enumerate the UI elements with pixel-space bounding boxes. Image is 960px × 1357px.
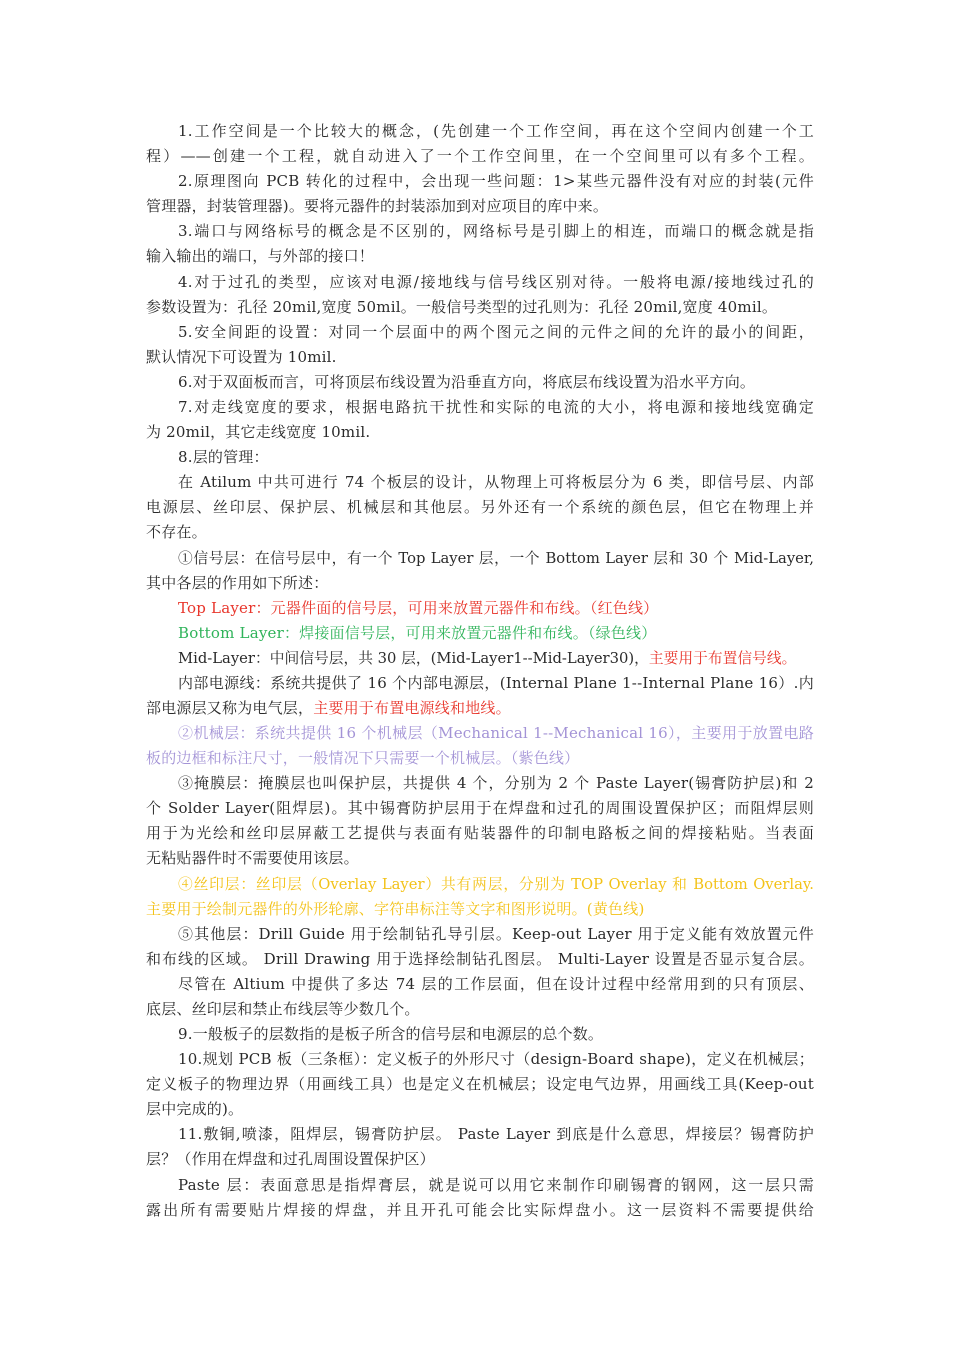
text-line-mixed [146,696,814,721]
text-line: Paste 层：表面意思是指焊膏层，就是说可以用它来制作印刷锡膏的钢网，这一层只需 [178,1176,814,1194]
text-line: ⑤其他层：Drill Guide 用于绘制钻孔导引层。Keep-out Layer 用于定义能有效放置元件 [178,925,814,943]
text-line-red: Top Layer：元器件面的信号层，可用来放置元器件和布线。（红色线） [178,599,659,617]
text-line-yellow: ④丝印层：丝印层（Overlay Layer）共有两层，分别为 TOP Overlay 和 Bottom Overlay. [178,876,814,893]
text-segment-red: 主要用于布置信号线。 [648,650,797,667]
text-segment: Mid-Layer：中间信号层，共 30 层，(Mid-Layer1--Mid-Layer30)， [178,650,649,667]
text-line: 在 Atilum 中共可进行 74 个板层的设计，从物理上可将板层分为 6 类，即信号层、内部 [178,473,814,491]
text-line: 定义板子的物理边界（用画线工具）也是定义在机械层；设定电气边界，用画线工具(Keep-out [146,1075,814,1093]
text-line: 输入输出的端口，与外部的接口！ [146,247,375,265]
text-line-mixed [178,646,814,671]
text-line: 4.对于过孔的类型，应该对电源/接地线与信号线区别对待。一般将电源/接地线过孔的 [178,273,814,291]
text-line: 11.敷铜,喷漆，阻焊层，锡膏防护层。 Paste Layer 到底是什么意思，焊接层？锡膏防护 [178,1125,814,1143]
text-line-yellow: 主要用于绘制元器件的外形轮廓、字符串标注等文字和图形说明。(黄色线) [146,900,645,918]
text-line-purple: ②机械层：系统共提供 16 个机械层（Mechanical 1--Mechanical 16），主要用于放置电路 [178,724,814,742]
text-line: 管理器，封装管理器)。要将元器件的封装添加到对应项目的库中来。 [146,197,609,215]
text-line: 电源层、丝印层、保护层、机械层和其他层。另外还有一个系统的颜色层，但它在物理上并 [146,498,814,516]
text-line: 9.一般板子的层数指的是板子所含的信号层和电源层的总个数。 [178,1025,604,1043]
text-line: 7.对走线宽度的要求，根据电路抗干扰性和实际的电流的大小，将电源和接地线宽确定 [178,398,814,416]
text-line: 为 20mil，其它走线宽度 10mil. [146,423,371,441]
text-line: 其中各层的作用如下所述： [146,574,329,592]
text-line: 层中完成的)。 [146,1100,244,1118]
text-line: ③掩膜层：掩膜层也叫保护层，共提供 4 个，分别为 2 个 Paste Layer(锡膏防护层)和 2 [178,774,814,792]
text-line: 8.层的管理： [178,448,269,466]
text-line: ①信号层：在信号层中，有一个 Top Layer 层，一个 Bottom Layer 层和 30 个 Mid-Layer, [178,550,814,567]
text-segment: 部电源层又称为电气层， [146,699,314,717]
text-line: 尽管在 Altium 中提供了多达 74 层的工作层面，但在设计过程中经常用到的只有顶层、 [178,975,814,993]
text-line: 1.工作空间是一个比较大的概念，(先创建一个工作空间，再在这个空间内创建一个工 [178,122,814,140]
text-line: 用于为光绘和丝印层屏蔽工艺提供与表面有贴装器件的印制电路板之间的焊接粘贴。当表面 [146,824,814,842]
text-line: 参数设置为：孔径 20mil,宽度 50mil。一般信号类型的过孔则为：孔径 20mil,宽度 40mil。 [146,298,778,316]
text-line: 内部电源线：系统共提供了 16 个内部电源层，(Internal Plane 1--Internal Plane 16）.内 [178,674,814,692]
text-line-green: Bottom Layer：焊接面信号层，可用来放置元器件和布线。（绿色线） [178,624,657,642]
text-line: 5.安全间距的设置：对同一个层面中的两个图元之间的元件之间的允许的最小的间距， [178,323,814,341]
text-line: 和布线的区域。 Drill Drawing 用于选择绘制钻孔图层。 Multi-Layer 设置是否显示复合层。 [146,950,814,968]
text-line: 默认情况下可设置为 10mil. [146,348,337,366]
text-line: 2.原理图向 PCB 转化的过程中，会出现一些问题：1>某些元器件没有对应的封装(元件 [178,172,814,190]
text-line: 10.规划 PCB 板（三条框）：定义板子的外形尺寸（design-Board shape)，定义在机械层； [178,1050,814,1068]
text-line: 底层、丝印层和禁止布线层等少数几个。 [146,1000,420,1018]
text-segment-red: 主要用于布置电源线和地线。 [313,699,511,717]
text-line: 程）——创建一个工程，就自动进入了一个工作空间里，在一个空间里可以有多个工程。 [146,147,814,165]
text-line-purple: 板的边框和标注尺寸，一般情况下只需要一个机械层。（紫色线） [146,749,580,767]
text-line: 无粘贴器件时不需要使用该层。 [146,849,359,867]
text-line: 露出所有需要贴片焊接的焊盘，并且开孔可能会比实际焊盘小。这一层资料不需要提供给 [146,1201,814,1219]
text-line: 不存在。 [146,523,207,541]
text-line: 个 Solder Layer(阻焊层)。其中锡膏防护层用于在焊盘和过孔的周围设置保护区；而阻焊层则 [146,799,814,817]
text-line: 6.对于双面板而言，可将顶层布线设置为沿垂直方向，将底层布线设置为沿水平方向。 [178,373,756,391]
text-line: 3.端口与网络标号的概念是不区别的，网络标号是引脚上的相连，而端口的概念就是指 [178,222,814,240]
text-line: 层？（作用在焊盘和过孔周围设置保护区） [146,1150,435,1168]
